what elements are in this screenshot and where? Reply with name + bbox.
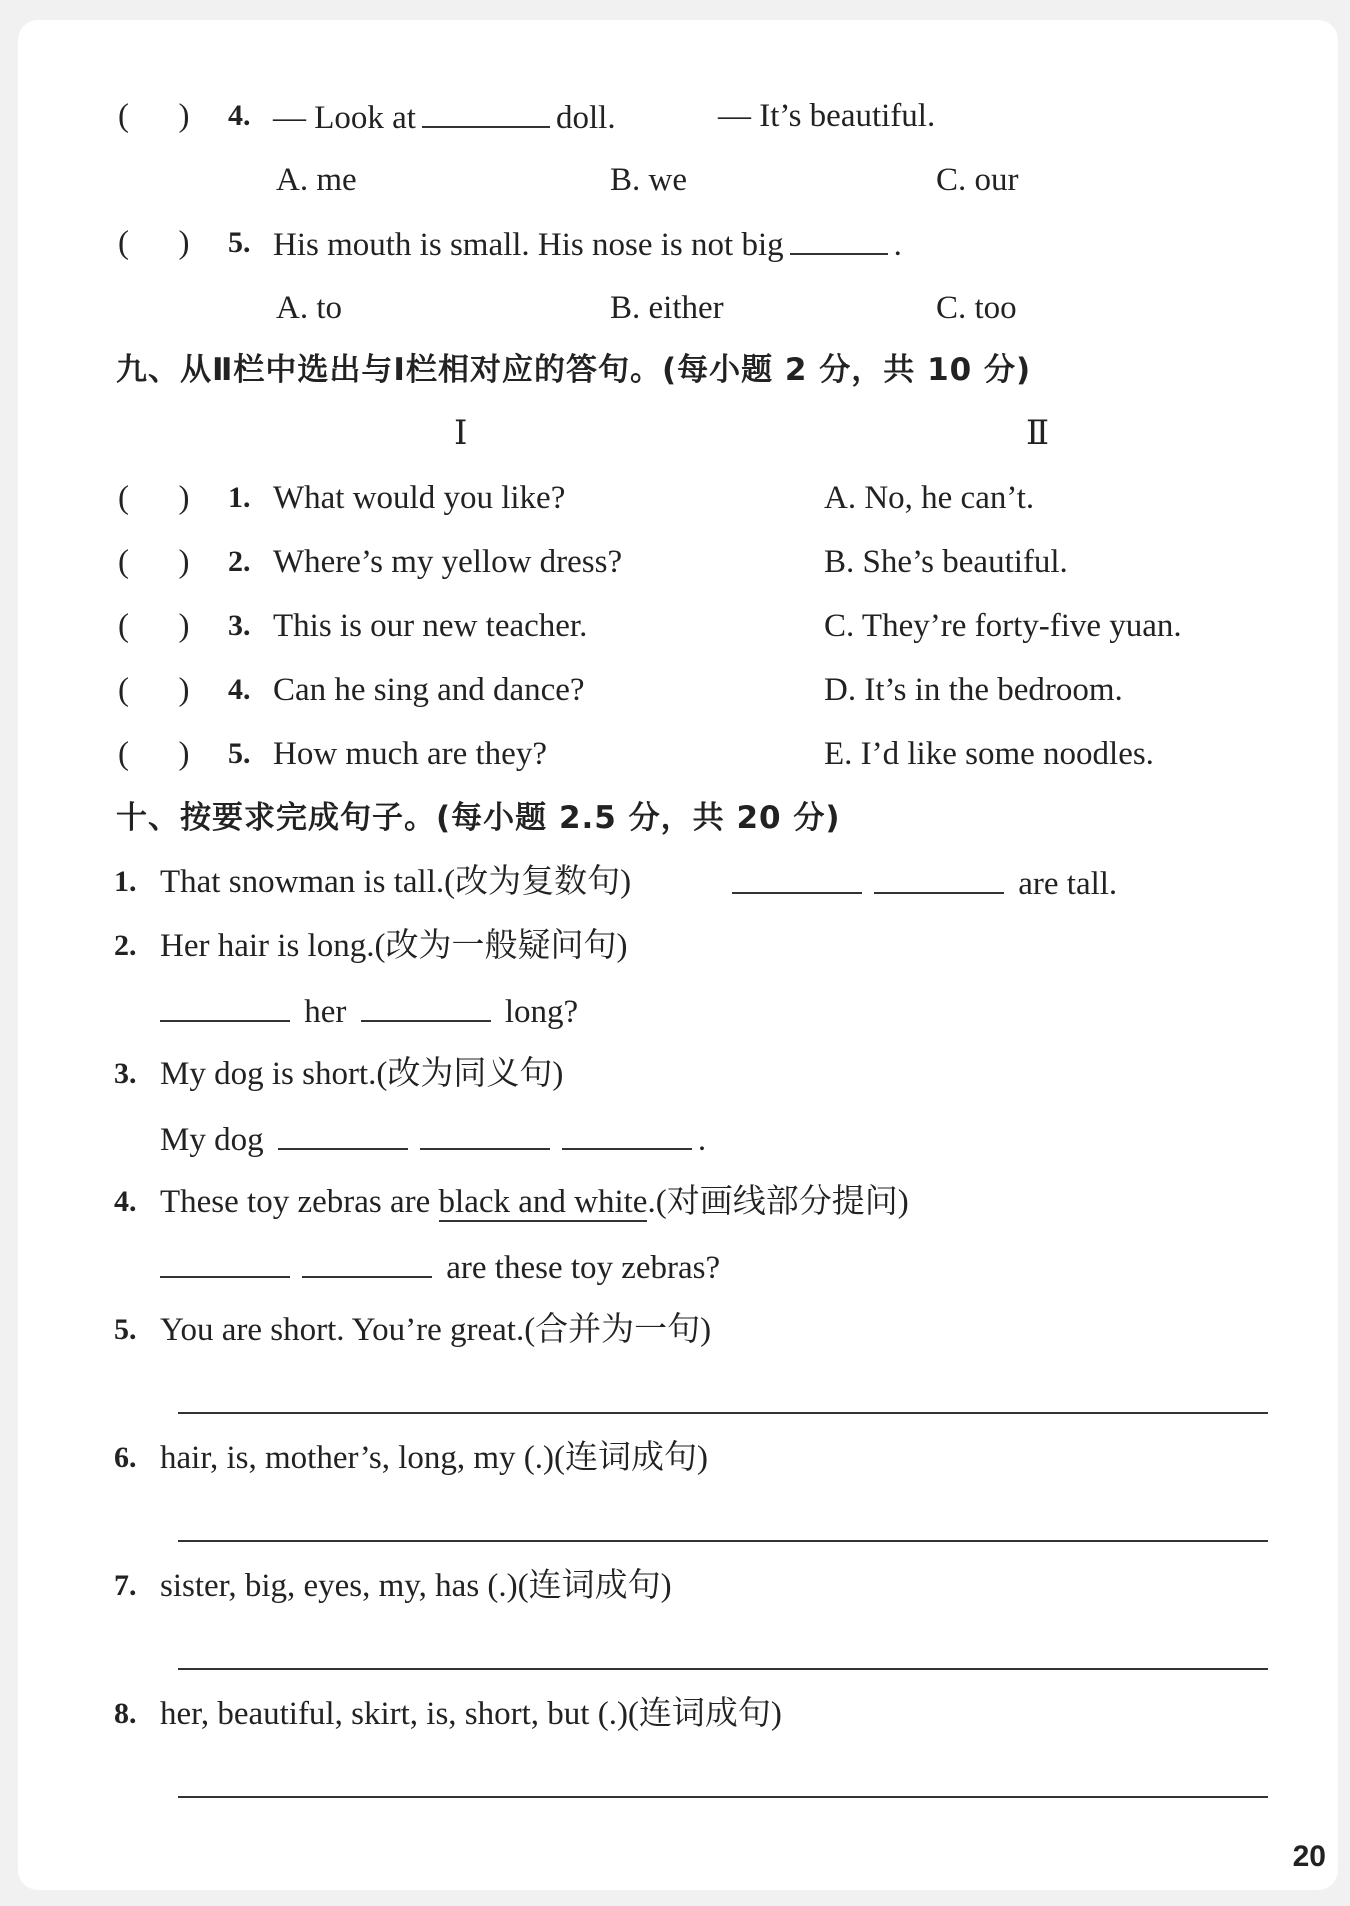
question-text: His mouth is small. His nose is not big . — [273, 223, 902, 265]
question-number: 8. — [114, 1697, 137, 1730]
question-text: That snowman is tall.(改为复数句) — [160, 864, 632, 900]
question-number: 1. — [228, 481, 251, 514]
answer-option: A. No, he can’t. — [824, 480, 1035, 516]
page-number: 20 — [1292, 1840, 1326, 1873]
question-text: What would you like? — [273, 480, 566, 516]
column-heading-2: Ⅱ — [1026, 415, 1050, 452]
answer-option: E. I’d like some noodles. — [824, 736, 1154, 772]
question-number: 5. — [114, 1313, 137, 1346]
answer-paren[interactable]: ( ) — [118, 480, 190, 516]
question-text: Can he sing and dance? — [273, 672, 585, 708]
answer-paren[interactable]: ( ) — [118, 98, 190, 134]
option-c[interactable]: C. our — [936, 162, 1019, 198]
section-heading: 九、从Ⅱ栏中选出与Ⅰ栏相对应的答句。(每小题 2 分，共 10 分) — [116, 352, 1032, 388]
question-number: 1. — [114, 865, 137, 898]
answer-line[interactable] — [178, 1668, 1268, 1670]
fill-blank[interactable] — [562, 1118, 692, 1150]
question-text: How much are they? — [273, 736, 547, 772]
question-number: 5. — [228, 226, 251, 259]
answer-paren[interactable]: ( ) — [118, 225, 190, 261]
answer-line[interactable] — [178, 1796, 1268, 1798]
question-number: 3. — [228, 609, 251, 642]
column-heading-1: Ⅰ — [454, 415, 468, 452]
question-text: — Look at doll. — [273, 96, 616, 138]
fill-blank[interactable] — [874, 862, 1004, 894]
question-text: sister, big, eyes, my, has (.)(连词成句) — [160, 1568, 672, 1604]
answer-area: are these toy zebras? — [154, 1246, 720, 1288]
question-number: 4. — [228, 673, 251, 706]
fill-blank[interactable] — [278, 1118, 408, 1150]
option-c[interactable]: C. too — [936, 290, 1017, 326]
option-a[interactable]: A. to — [276, 290, 342, 326]
worksheet-page — [18, 20, 1338, 1890]
question-number: 3. — [114, 1057, 137, 1090]
option-b[interactable]: B. either — [610, 290, 724, 326]
fill-blank[interactable] — [361, 990, 491, 1022]
question-text: Her hair is long.(改为一般疑问句) — [160, 928, 628, 964]
reply-text: — It’s beautiful. — [718, 98, 936, 134]
fill-blank[interactable] — [422, 96, 550, 128]
answer-option: C. They’re forty-five yuan. — [824, 608, 1182, 644]
answer-paren[interactable]: ( ) — [118, 608, 190, 644]
question-text: You are short. You’re great.(合并为一句) — [160, 1312, 712, 1348]
answer-area: My dog . — [160, 1118, 706, 1160]
question-number: 5. — [228, 737, 251, 770]
fill-blank[interactable] — [160, 1246, 290, 1278]
question-number: 4. — [228, 99, 251, 132]
question-text: My dog is short.(改为同义句) — [160, 1056, 564, 1092]
section-heading: 十、按要求完成句子。(每小题 2.5 分，共 20 分) — [116, 800, 841, 836]
answer-paren[interactable]: ( ) — [118, 672, 190, 708]
question-text: These toy zebras are black and white.(对画线部分提问) — [160, 1184, 909, 1220]
answer-area: her long? — [154, 990, 578, 1032]
option-b[interactable]: B. we — [610, 162, 687, 198]
answer-option: B. She’s beautiful. — [824, 544, 1068, 580]
fill-blank[interactable] — [160, 990, 290, 1022]
answer-area: are tall. — [726, 862, 1117, 904]
fill-blank[interactable] — [790, 223, 888, 255]
question-number: 6. — [114, 1441, 137, 1474]
question-text: hair, is, mother’s, long, my (.)(连词成句) — [160, 1440, 708, 1476]
question-number: 4. — [114, 1185, 137, 1218]
option-a[interactable]: A. me — [276, 162, 357, 198]
underlined-phrase: black and white — [438, 1184, 648, 1220]
question-text: This is our new teacher. — [273, 608, 588, 644]
fill-blank[interactable] — [302, 1246, 432, 1278]
question-text: her, beautiful, skirt, is, short, but (.)(连词成句) — [160, 1696, 782, 1732]
answer-line[interactable] — [178, 1412, 1268, 1414]
question-number: 2. — [114, 929, 137, 962]
answer-paren[interactable]: ( ) — [118, 736, 190, 772]
answer-option: D. It’s in the bedroom. — [824, 672, 1123, 708]
fill-blank[interactable] — [420, 1118, 550, 1150]
question-number: 7. — [114, 1569, 137, 1602]
question-number: 2. — [228, 545, 251, 578]
answer-paren[interactable]: ( ) — [118, 544, 190, 580]
fill-blank[interactable] — [732, 862, 862, 894]
answer-line[interactable] — [178, 1540, 1268, 1542]
question-text: Where’s my yellow dress? — [273, 544, 623, 580]
